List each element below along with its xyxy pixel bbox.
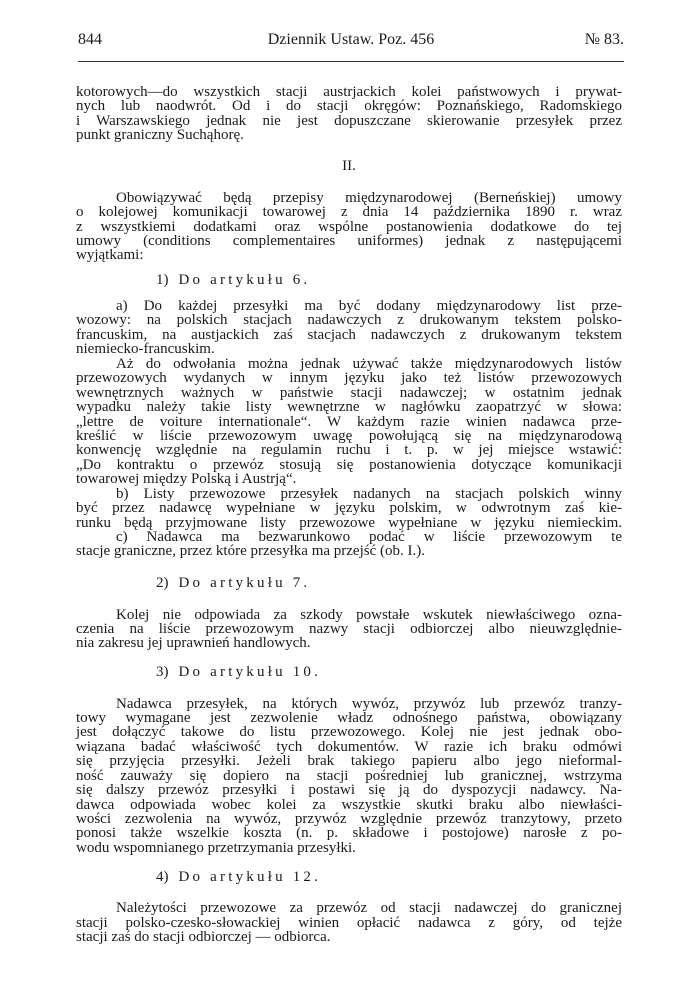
text-line: Nadawca przesyłek, na których wywóz, przywóz lub przewóz tranzy- xyxy=(116,695,622,712)
text-line: towy wymagane jest zezwolenie władz odnośnego państwa, obowiązany xyxy=(76,709,622,726)
text-line: Kolej nie odpowiada za szkody powstałe wskutek niewłaściwego ozna- xyxy=(116,606,622,623)
text-line: francuskim, na austjackich zaś stacjach nadawczych z drukowanym tekstem xyxy=(76,326,622,343)
article-number: 3) xyxy=(156,664,169,681)
article-number: 1) xyxy=(156,271,169,288)
text-line: ponosi także wszelkie koszta (n. p. składowe i postojowe) narosłe z po- xyxy=(76,825,622,842)
article-6-body xyxy=(76,299,622,559)
text-line: umowy (conditions complementaires uniformes) jednak z następującemi xyxy=(76,233,622,249)
text-line: Należytości przewozowe za przewóz od stacji nadawczej do granicznej xyxy=(116,900,622,917)
section-intro-paragraph xyxy=(76,191,622,263)
paragraph-az-do xyxy=(76,357,622,487)
article-10-body xyxy=(76,697,622,856)
text-line: wyjątkami: xyxy=(76,247,144,264)
text-line: wypadku należy takie listy wewnętrzne w nagłówku zaopatrzyć w słowa: xyxy=(76,399,622,416)
article-12-body xyxy=(76,901,622,944)
text-line: stacji zaś do stacji odbiorczej — odbiorca. xyxy=(76,929,331,946)
text-line: się przyjęcia przesyłki. Jeżeli brak takiego papieru albo jego nieformal- xyxy=(76,753,622,770)
text-line: „lettre de voiture internationale“. W każdym razie winien nadawca prze- xyxy=(76,413,622,430)
text-line: punkt graniczny Suchąhorę. xyxy=(76,127,244,144)
page-number: 844 xyxy=(78,31,102,48)
text-line: stacje graniczne, przez które przesyłka ma przejść (ob. I.). xyxy=(76,543,425,560)
issue-number: № 83. xyxy=(584,31,624,48)
text-line: wewnętrznych ważnych w państwie stacji nadawczej; w ostatnim jednak xyxy=(76,384,622,401)
paragraph xyxy=(76,697,622,856)
text-line: c) Nadawca ma bezwarunkowo podać w liście przewozowym te xyxy=(116,529,622,545)
text-line: niemiecko-francuskim. xyxy=(76,341,215,358)
paragraph xyxy=(76,901,622,944)
text-line: stacji polsko-czesko-słowackiej winien opłacić nadawca z góry, od tejże xyxy=(76,914,622,931)
text-line: konwencję względnie na regulamin ruchu i t. p. w jej miejsce wstawić: xyxy=(76,442,622,459)
article-7-body xyxy=(76,608,622,651)
text-line: wodu wspomnianego przetrzymania przesyłki. xyxy=(76,839,356,856)
paragraph xyxy=(76,191,622,263)
text-line: kotorowych—do wszystkich stacji austrjackich kolei państwowych i prywat- xyxy=(76,83,622,100)
text-line: nych lub naodwrót. Od i do stacji okręgów: Poznańskiego, Radomskiego xyxy=(76,98,622,115)
text-line: b) Listy przewozowe przesyłek nadanych na stacjach polskich winny xyxy=(116,485,622,502)
paragraph-a xyxy=(76,299,622,357)
text-line: się dalszy przewóz przesyłki i postawi się ją do dyspozycji nadawcy. Na- xyxy=(76,782,622,799)
article-title: Do artykułu 6. xyxy=(178,271,311,288)
paragraph xyxy=(76,85,622,143)
text-line: czenia na liście przewozowym nazwy stacji odbiorczej albo nieuwzględnie- xyxy=(76,620,622,637)
text-line: przewozowych wydanych w innym języku jako też listów przewozowych xyxy=(76,370,622,387)
section-number: II. xyxy=(342,157,356,174)
article-number: 2) xyxy=(156,575,169,592)
article-heading-7 xyxy=(156,576,310,590)
text-line: Aż do odwołania można jednak używać także międzynarodowych listów xyxy=(116,355,622,372)
text-line: o kolejowej komunikacji towarowej z dnia 14 października 1890 r. wraz xyxy=(76,204,622,221)
article-title: Do artykułu 10. xyxy=(178,664,322,681)
text-line: Obowiązywać będą przepisy międzynarodowej (Berneńskiej) umowy xyxy=(116,189,622,206)
text-line: runku będą przyjmowane listy przewozowe wypełniane w języku niemieckim. xyxy=(76,514,622,531)
paragraph-b xyxy=(76,487,622,530)
running-title: Dziennik Ustaw. Poz. 456 xyxy=(267,31,435,48)
header-rule xyxy=(78,61,624,62)
text-line: a) Do każdej przesyłki ma być dodany międzynarodowy list prze- xyxy=(116,298,622,314)
text-line: ność zauważy się dopiero na stacji pośredniej lub granicznej, wstrzyma xyxy=(76,767,622,784)
intro-paragraph xyxy=(76,85,622,143)
paragraph xyxy=(76,608,622,651)
text-line: z wszystkiemi dodatkami oraz wspólne postanowienia dodatkowe do tej xyxy=(76,218,622,235)
text-line: „Do kontraktu o przewóz stosują się postanowienia dotyczące komunikacji xyxy=(76,456,622,473)
article-heading-6 xyxy=(156,273,310,287)
paragraph-c xyxy=(76,530,622,559)
text-line: towarowej między Polską i Austrją“. xyxy=(76,471,297,488)
text-line: być przez nadawcę wypełniane w języku polskim, w odwrotnym zaś kie- xyxy=(76,500,622,517)
article-heading-10 xyxy=(156,665,321,679)
article-number: 4) xyxy=(156,868,169,885)
text-line: kreślić w liście przewozowym uwagę powołującą się na międzynarodową xyxy=(76,427,622,444)
text-line: wiązana badać właściwość tych dokumentów. W razie ich braku odmówi xyxy=(76,738,622,755)
text-line: wozowy: na polskich stacjach nadawczych z drukowanym tekstem polsko- xyxy=(76,312,622,329)
text-line: dawca odpowiada wobec kolei za wszystkie skutki braku albo niewłaści- xyxy=(76,796,622,813)
article-title: Do artykułu 12. xyxy=(178,868,322,885)
text-line: wości zezwolenia na wywóz, przywóz względnie przewóz tranzytowy, przeto xyxy=(76,811,622,827)
text-line: nia zakresu jej uprawnień handlowych. xyxy=(76,635,311,652)
article-title: Do artykułu 7. xyxy=(178,575,311,592)
article-heading-12 xyxy=(156,870,321,884)
text-line: jest dołączyć takowe do listu przewozowego. Kolej nie jest jednak obo- xyxy=(76,724,622,741)
text-line: i Warszawskiego jednak nie jest dopuszczane skierowanie przesyłek przez xyxy=(76,112,622,129)
